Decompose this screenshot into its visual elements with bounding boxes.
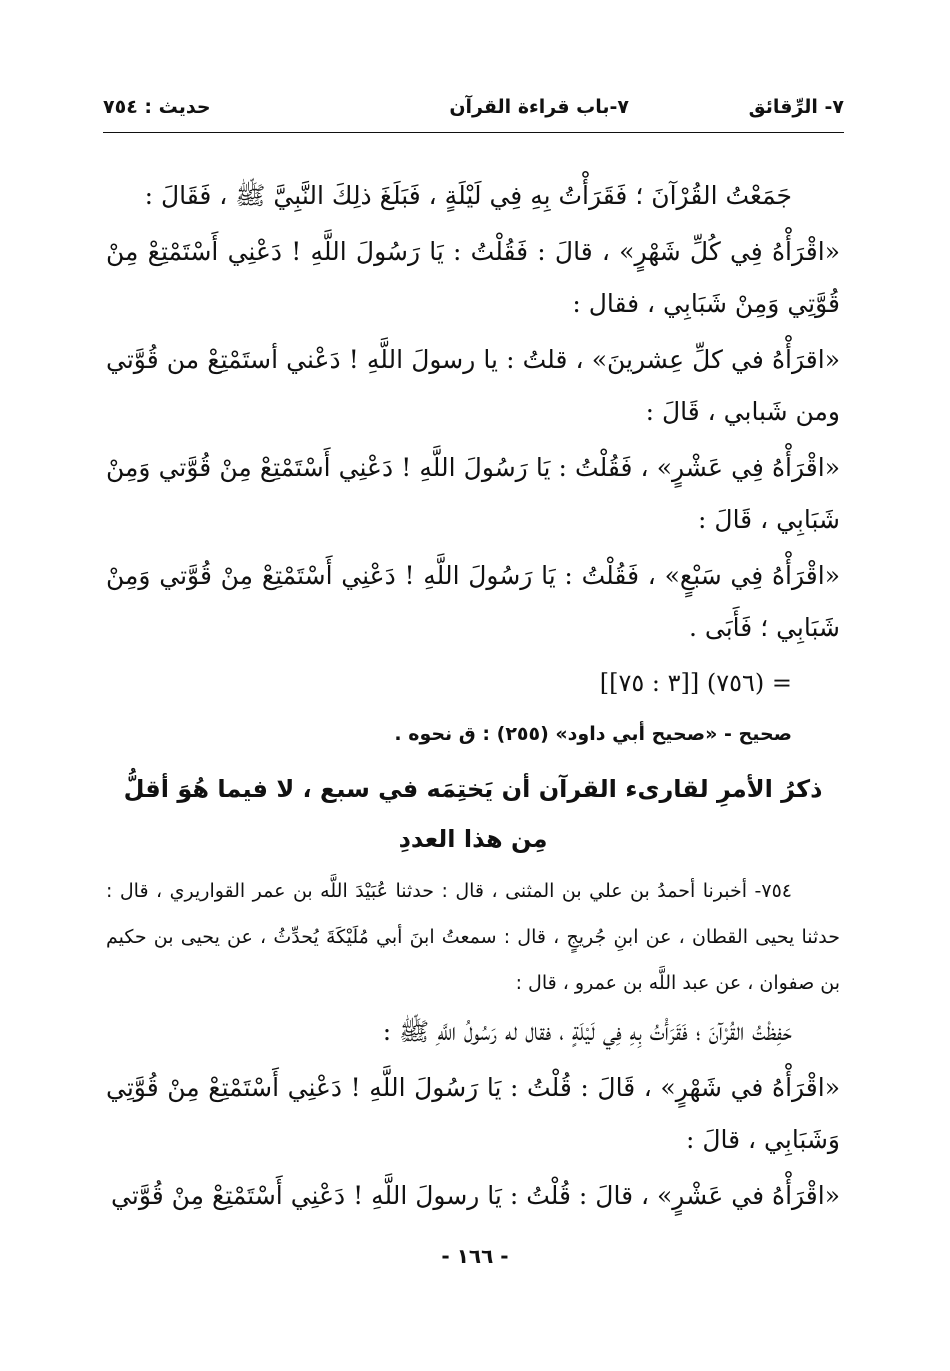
hadith-reference: حديث : ٧٥٤ <box>103 96 211 118</box>
running-header <box>103 92 844 132</box>
text-paragraph: «اقْرَأْهُ فِي عَشْرٍ» ، فَقُلْتُ : يَا رَسُولَ اللَّهِ ! دَعْنِي أَسْتَمْتِعْ مِنْ قُوَّتي وَمِنْ شَبَابِي ، قَالَ : <box>106 453 840 534</box>
header-divider <box>103 132 844 133</box>
text-paragraph: «اقْرَأْهُ فِي كُلِّ شَهْرٍ» ، قالَ : فَقُلْتُ : يَا رَسُولَ اللَّهِ ! دَعْنِي أَسْتَمْتِعْ مِنْ قُوَّتِي وَمِنْ شَبَابِي ، فقال : <box>106 237 840 318</box>
chapter-title: ٧- الرِّقائق <box>748 96 844 118</box>
grading-note: صحيح - «صحيح أبي داود» (٢٥٥) : ق نحوه . <box>394 723 792 745</box>
page-body <box>106 170 840 1226</box>
isnad-chain: ٧٥٤- أخبرنا أحمدُ بن علي بن المثنى ، قال : حدثنا عُبَيْدَ اللَّه بن عمر القواريري ، قال : حدثنا يحيى القطان ، عن ابنِ جُريجٍ ، قال : سمعتُ ابنَ أبي مُلَيْكَةَ يُحدِّثُ ، عن يحيى بن حكيم بن صفوان ، عن عبد اللَّه بن عمرو ، قال : <box>106 880 840 994</box>
cross-reference-marker: = (٧٥٦) [[٣ : ٧٥]] <box>599 669 792 697</box>
section-title: ٧-باب قراءة القرآن <box>449 96 629 118</box>
page-number: - ١٦٦ - <box>441 1244 509 1268</box>
chapter-heading-line: ذكرُ الأمرِ لقارىء القرآن أن يَختِمَه في سبع ، لا فيما هُوَ أقلُّ <box>123 775 823 803</box>
text-paragraph: «اقْرَأْهُ في عَشْرٍ» ، قالَ : قُلْتُ : يَا رسولَ اللَّهِ ! دَعْنِي أَسْتَمْتِعْ مِنْ قُوَّتي <box>111 1181 840 1210</box>
text-paragraph: «اقرَأْهُ في كلِّ عِشرينَ» ، قلتُ : يا رسولَ اللَّهِ ! دَعْني أستَمْتِعْ من قُوَّتي ومن شَبابي ، قَالَ : <box>106 345 840 426</box>
chapter-heading-line: مِن هذا العددِ <box>398 825 548 853</box>
text-paragraph: جَمَعْتُ القُرْآنَ ؛ فَقَرَأْتُ بِهِ فِي لَيْلَةٍ ، فَبَلَغَ ذلِكَ النَّبِيَّ ﷺ ، فَقَالَ : <box>144 181 792 210</box>
text-paragraph: «اقْرَأْهُ فِي سَبْعٍ» ، فَقُلْتُ : يَا رَسُولَ اللَّهِ ! دَعْنِي أَسْتَمْتِعْ مِنْ قُوَّتي وَمِنْ شَبَابِي ؛ فَأَبَى . <box>106 561 840 642</box>
text-paragraph: حَفِظْتُ القُرْآنَ ؛ فَقَرَأْتُ بِهِ فِي لَيْلَةٍ ، فقال له رَسُولُ اللَّهِ ﷺ : <box>382 1017 792 1046</box>
text-paragraph: «اقْرَأْهُ في شَهْرٍ» ، قَالَ : قُلْتُ : يَا رَسُولَ اللَّهِ ! دَعْنِي أَسْتَمْتِعْ مِنْ قُوَّتِي وَشَبَابِي ، قالَ : <box>106 1073 841 1154</box>
chapter-heading <box>106 764 840 864</box>
